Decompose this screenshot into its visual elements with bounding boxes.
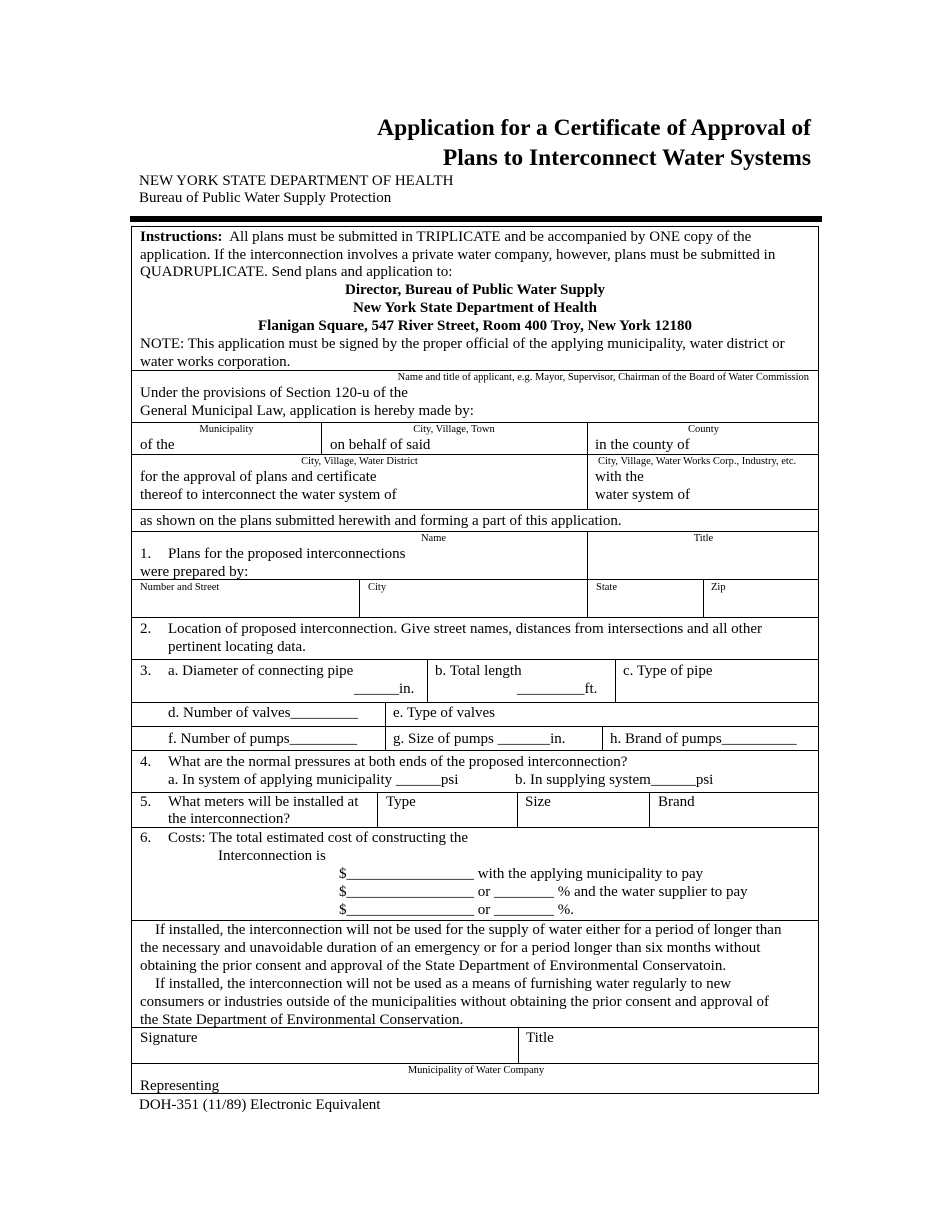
cost-line2: $_________________ or ________ % and the water supplier to pay [339, 884, 748, 900]
department-name: NEW YORK STATE DEPARTMENT OF HEALTH [139, 173, 454, 189]
header-rule [130, 216, 822, 222]
divider [132, 531, 818, 532]
note-line2: water works corporation. [140, 354, 291, 370]
cell-divider [427, 659, 428, 702]
city-caption: City [368, 582, 387, 593]
municipality-caption: Municipality [199, 424, 254, 435]
q6-line2: Interconnection is [218, 848, 326, 864]
q2-line1: Location of proposed interconnection. Give street names, distances from intersections and all other [168, 621, 762, 637]
q6-line1: Costs: The total estimated cost of constructing the [168, 830, 469, 846]
cell-divider [377, 792, 378, 827]
pump-size-label: g. Size of pumps _______in. [393, 731, 566, 747]
municipality-water-company-caption: Municipality of Water Company [407, 1065, 545, 1076]
q4-line1: What are the normal pressures at both ends of the proposed interconnection? [168, 754, 628, 770]
title-caption: Title [693, 533, 714, 544]
approval-line1: for the approval of plans and certificate [140, 469, 377, 485]
divider [132, 827, 818, 828]
water-works-caption: City, Village, Water Works Corp., Industry, etc. [598, 456, 797, 467]
divider [132, 579, 818, 580]
cost-line1: $_________________ with the applying municipality to pay [339, 866, 704, 882]
total-length-blank: _________ft. [517, 681, 598, 697]
with-the-line1: with the [595, 469, 644, 485]
state-caption: State [596, 582, 617, 593]
bureau-name: Bureau of Public Water Supply Protection [139, 190, 392, 206]
cell-divider [517, 792, 518, 827]
note-line1: NOTE: This application must be signed by the proper official of the applying municipality, water district or [140, 336, 785, 352]
form-title-line1: Application for a Certificate of Approval of [377, 115, 811, 141]
q4-number: 4. [140, 754, 152, 770]
valve-type-label: e. Type of valves [393, 705, 495, 721]
q1-line2: were prepared by: [140, 564, 249, 580]
divider [132, 454, 818, 455]
street-caption: Number and Street [140, 582, 220, 593]
q2-line2: pertinent locating data. [168, 639, 306, 655]
divider [132, 702, 818, 703]
applicant-line1: Under the provisions of Section 120-u of the [140, 385, 408, 401]
name-caption: Name [420, 533, 447, 544]
pipe-diameter-blank: ______in. [354, 681, 415, 697]
q6-number: 6. [140, 830, 152, 846]
county-caption: County [688, 424, 719, 435]
divider [132, 659, 818, 660]
with-the-line2: water system of [595, 487, 690, 503]
divider [132, 1027, 818, 1028]
divider [132, 750, 818, 751]
address-line1: Director, Bureau of Public Water Supply [344, 282, 606, 298]
application-form [131, 226, 819, 1094]
meter-type-label: Type [386, 794, 416, 810]
q2-number: 2. [140, 621, 152, 637]
city-village-town-caption: City, Village, Town [413, 424, 495, 435]
pump-brand-label: h. Brand of pumps__________ [610, 731, 797, 747]
signature-title-field[interactable]: Title [526, 1030, 554, 1046]
total-length-label: b. Total length [435, 663, 522, 679]
q5-number: 5. [140, 794, 152, 810]
q1-line1: Plans for the proposed interconnections [168, 546, 406, 562]
q5-line1: What meters will be installed at [168, 794, 359, 810]
address-line3: Flanigan Square, 547 River Street, Room 400 Troy, New York 12180 [257, 318, 693, 334]
valve-count-label: d. Number of valves_________ [168, 705, 358, 721]
behalf-label: on behalf of said [330, 437, 431, 453]
cell-divider [615, 659, 616, 702]
signature-field[interactable]: Signature [140, 1030, 198, 1046]
instructions-line3: QUADRUPLICATE. Send plans and application to: [140, 264, 453, 280]
approval-line2: thereof to interconnect the water system of [140, 487, 397, 503]
supplying-pressure-label: b. In supplying system______psi [515, 772, 714, 788]
terms-p1-line3: obtaining the prior consent and approval of the State Department of Environmental Conservatoin. [140, 958, 727, 974]
divider [132, 370, 818, 371]
divider [132, 509, 818, 510]
zip-caption: Zip [711, 582, 726, 593]
meter-brand-label: Brand [658, 794, 695, 810]
pipe-type-label: c. Type of pipe [623, 663, 713, 679]
meter-size-label: Size [525, 794, 551, 810]
cost-line3: $_________________ or ________ %. [339, 902, 574, 918]
pipe-diameter-label: a. Diameter of connecting pipe [168, 663, 354, 679]
applicant-caption: Name and title of applicant, e.g. Mayor, Supervisor, Chairman of the Board of Water Commission [397, 372, 809, 383]
representing-field[interactable]: Representing [140, 1078, 220, 1094]
instructions-line1: Instructions: All plans must be submitted in TRIPLICATE and be accompanied by ONE copy of the [140, 229, 752, 245]
agency-block [139, 173, 453, 207]
form-number: DOH-351 (11/89) Electronic Equivalent [139, 1097, 381, 1113]
shown-statement: as shown on the plans submitted herewith and forming a part of this application. [140, 513, 622, 529]
cell-divider [703, 579, 704, 617]
terms-p1-line2: the necessary and unavoidable duration of an emergency or for a period longer than six months without [140, 940, 761, 956]
address-line2: New York State Department of Health [353, 300, 597, 316]
divider [132, 726, 818, 727]
q3-number: 3. [140, 663, 152, 679]
divider [132, 422, 818, 423]
instructions-line2: application. If the interconnection involves a private water company, however, plans must be submitted in [140, 247, 776, 263]
terms-p2-line3: the State Department of Environmental Conservation. [140, 1012, 464, 1028]
applicant-line2: General Municipal Law, application is hereby made by: [140, 403, 474, 419]
applying-pressure-label: a. In system of applying municipality ______psi [168, 772, 459, 788]
county-label: in the county of [595, 437, 690, 453]
divider [132, 1063, 818, 1064]
terms-p1-line1: If installed, the interconnection will not be used for the supply of water either for a period of longer than [140, 922, 782, 938]
of-the-label: of the [140, 437, 175, 453]
form-title-line2: Plans to Interconnect Water Systems [442, 145, 811, 171]
terms-p2-line1: If installed, the interconnection will not be used as a means of furnishing water regularly to new [140, 976, 732, 992]
form-title [200, 113, 811, 173]
divider [132, 617, 818, 618]
pump-count-label: f. Number of pumps_________ [168, 731, 358, 747]
q1-number: 1. [140, 546, 152, 562]
terms-p2-line2: consumers or industries outside of the municipalities without obtaining the prior consent and approval of [140, 994, 770, 1010]
cell-divider [649, 792, 650, 827]
q5-line2: the interconnection? [168, 811, 291, 827]
water-district-caption: City, Village, Water District [301, 456, 418, 467]
cell-divider [359, 579, 360, 617]
cell-divider [602, 726, 603, 750]
cell-divider [518, 1027, 519, 1063]
